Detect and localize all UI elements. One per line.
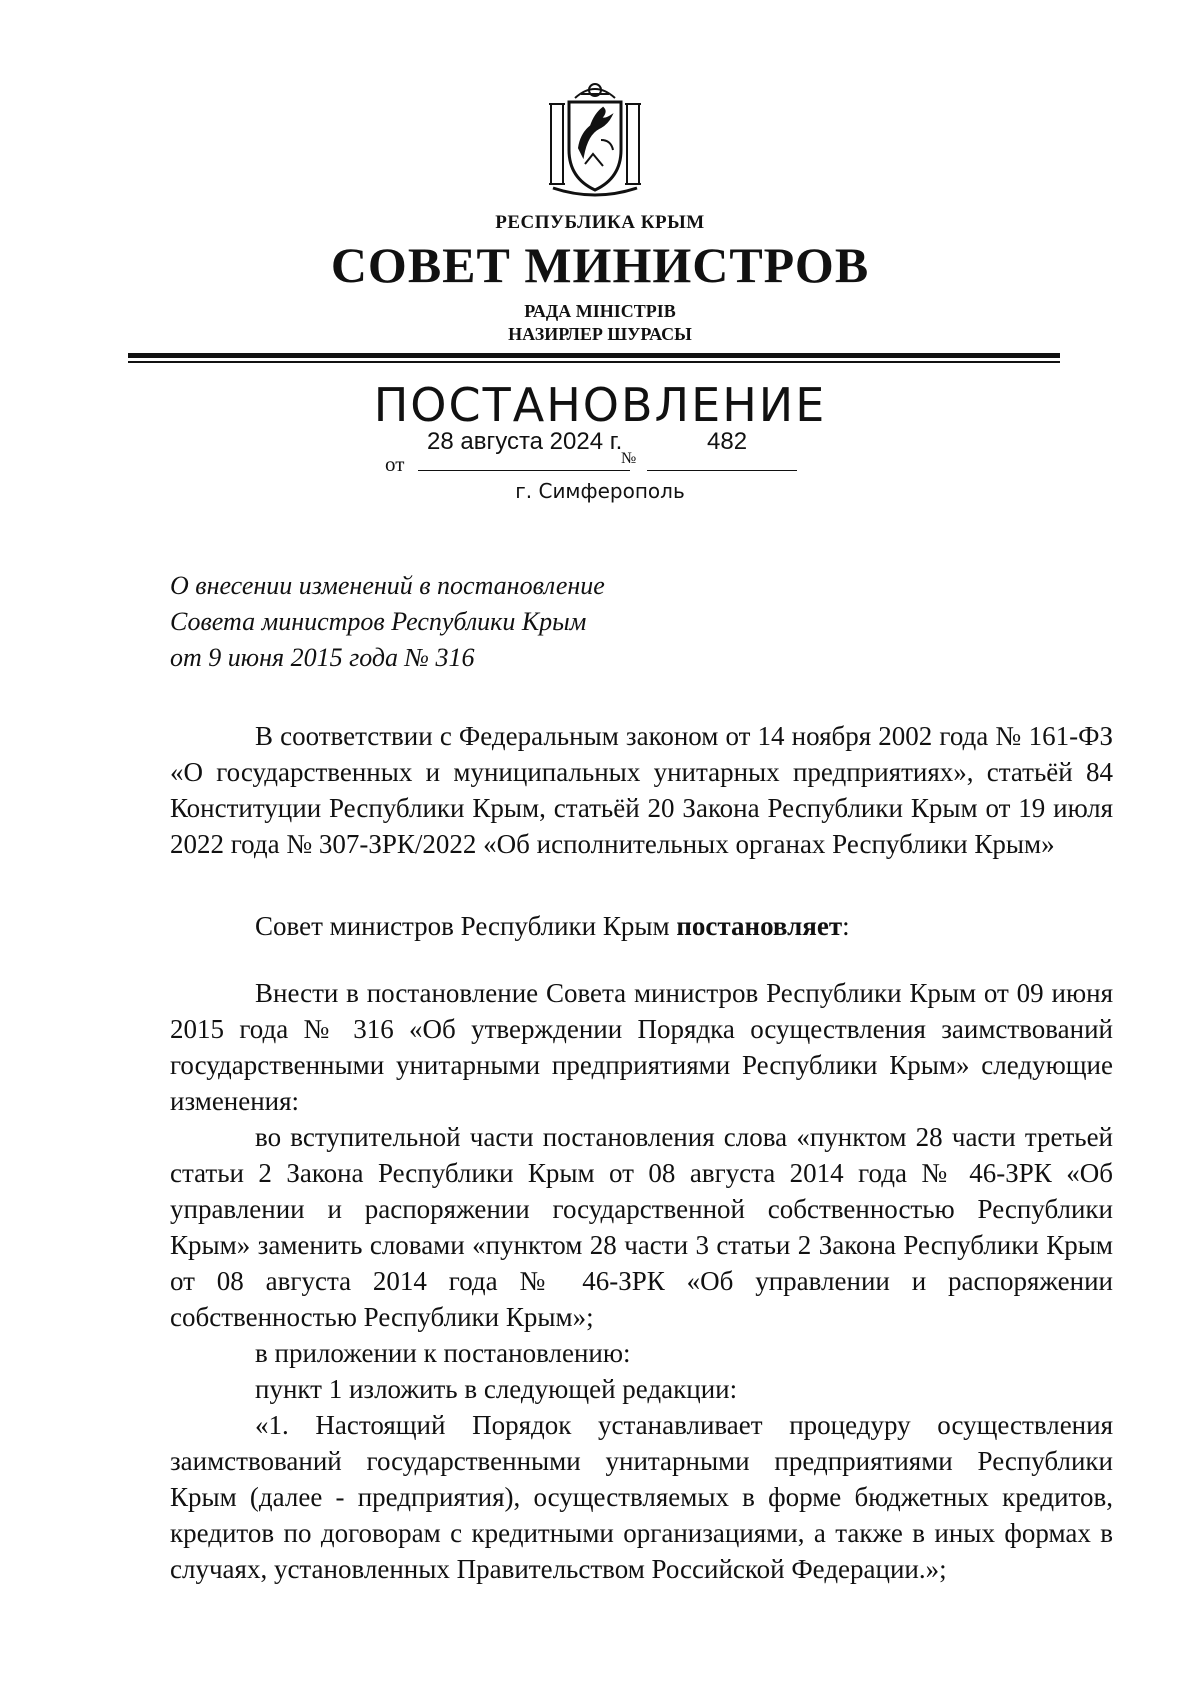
decree-prefix: Совет министров Республики Крым	[255, 911, 677, 941]
council-crimean-tatar-heading: НАЗИРЛЕР ШУРАСЫ	[508, 324, 692, 344]
intro-part-paragraph: во вступительной части постановления слова «пунктом 28 части третьей статьи 2 Закона Республики Крым от 08 августа 2014 года № 46-ЗРК «Об управлении и распоряжении государственной собственностью Республики Крым» заменить словами «пунктом 28 части 3 статьи 2 Закона Республики Крым от 08 августа 2014 года № 46-ЗРК «Об управлении и распоряжении собственностью Республики Крым»;	[170, 1122, 1113, 1332]
document-date: 28 августа 2024 г.	[427, 428, 623, 455]
document-type-title: ПОСТАНОВЛЕНИЕ	[373, 378, 827, 432]
subject-line: О внесении изменений в постановление	[170, 571, 605, 600]
date-prefix-label: от	[385, 452, 405, 476]
council-heading: СОВЕТ МИНИСТРОВ	[330, 237, 870, 293]
crimea-coat-of-arms-icon	[545, 78, 645, 200]
republic-heading: РЕСПУБЛИКА КРЫМ	[495, 212, 705, 233]
subject-line: Совета министров Республики Крым	[170, 607, 587, 636]
decree-paragraph	[170, 908, 1113, 944]
amendment-intro-paragraph: Внести в постановление Совета министров Республики Крым от 09 июня 2015 года № 316 «Об утверждении Порядка осуществления заимствований государственными унитарными предприятиями Республики Крым» следующие изменения:	[170, 978, 1113, 1116]
document-subject	[170, 568, 730, 676]
date-number-row	[385, 428, 805, 478]
council-ukrainian-heading: РАДА МІНІСТРІВ	[524, 301, 676, 321]
number-underline	[647, 470, 797, 471]
preamble-paragraph: В соответствии с Федеральным законом от 14 ноября 2002 года № 161-ФЗ «О государственных и муниципальных унитарных предприятиях», статьёй 84 Конституции Республики Крым, статьёй 20 Закона Республики Крым от 19 июля 2022 года № 307-ЗРК/2022 «Об исполнительных органах Республики Крым»	[170, 721, 1113, 859]
appendix-paragraph: в приложении к постановлению:	[255, 1338, 631, 1368]
date-underline	[418, 470, 630, 471]
point1-paragraph: пункт 1 изложить в следующей редакции:	[255, 1374, 738, 1404]
number-label: №	[621, 450, 637, 467]
subject-line: от 9 июня 2015 года № 316	[170, 643, 475, 672]
document-city: г. Симферополь	[515, 479, 685, 503]
decree-verb: постановляет	[676, 911, 843, 941]
header-rule-thin	[128, 361, 1060, 363]
header-rule-thick	[128, 353, 1060, 358]
point1-text-paragraph: «1. Настоящий Порядок устанавливает процедуру осуществления заимствований государственными унитарными предприятиями Республики Крым (далее - предприятия), осуществляемых в форме бюджетных кредитов, кредитов по договорам с кредитными организациями, а также в иных формах в случаях, установленных Правительством Российской Федерации.»;	[170, 1410, 1113, 1584]
decree-suffix: :	[842, 911, 850, 941]
document-number: 482	[707, 428, 748, 455]
